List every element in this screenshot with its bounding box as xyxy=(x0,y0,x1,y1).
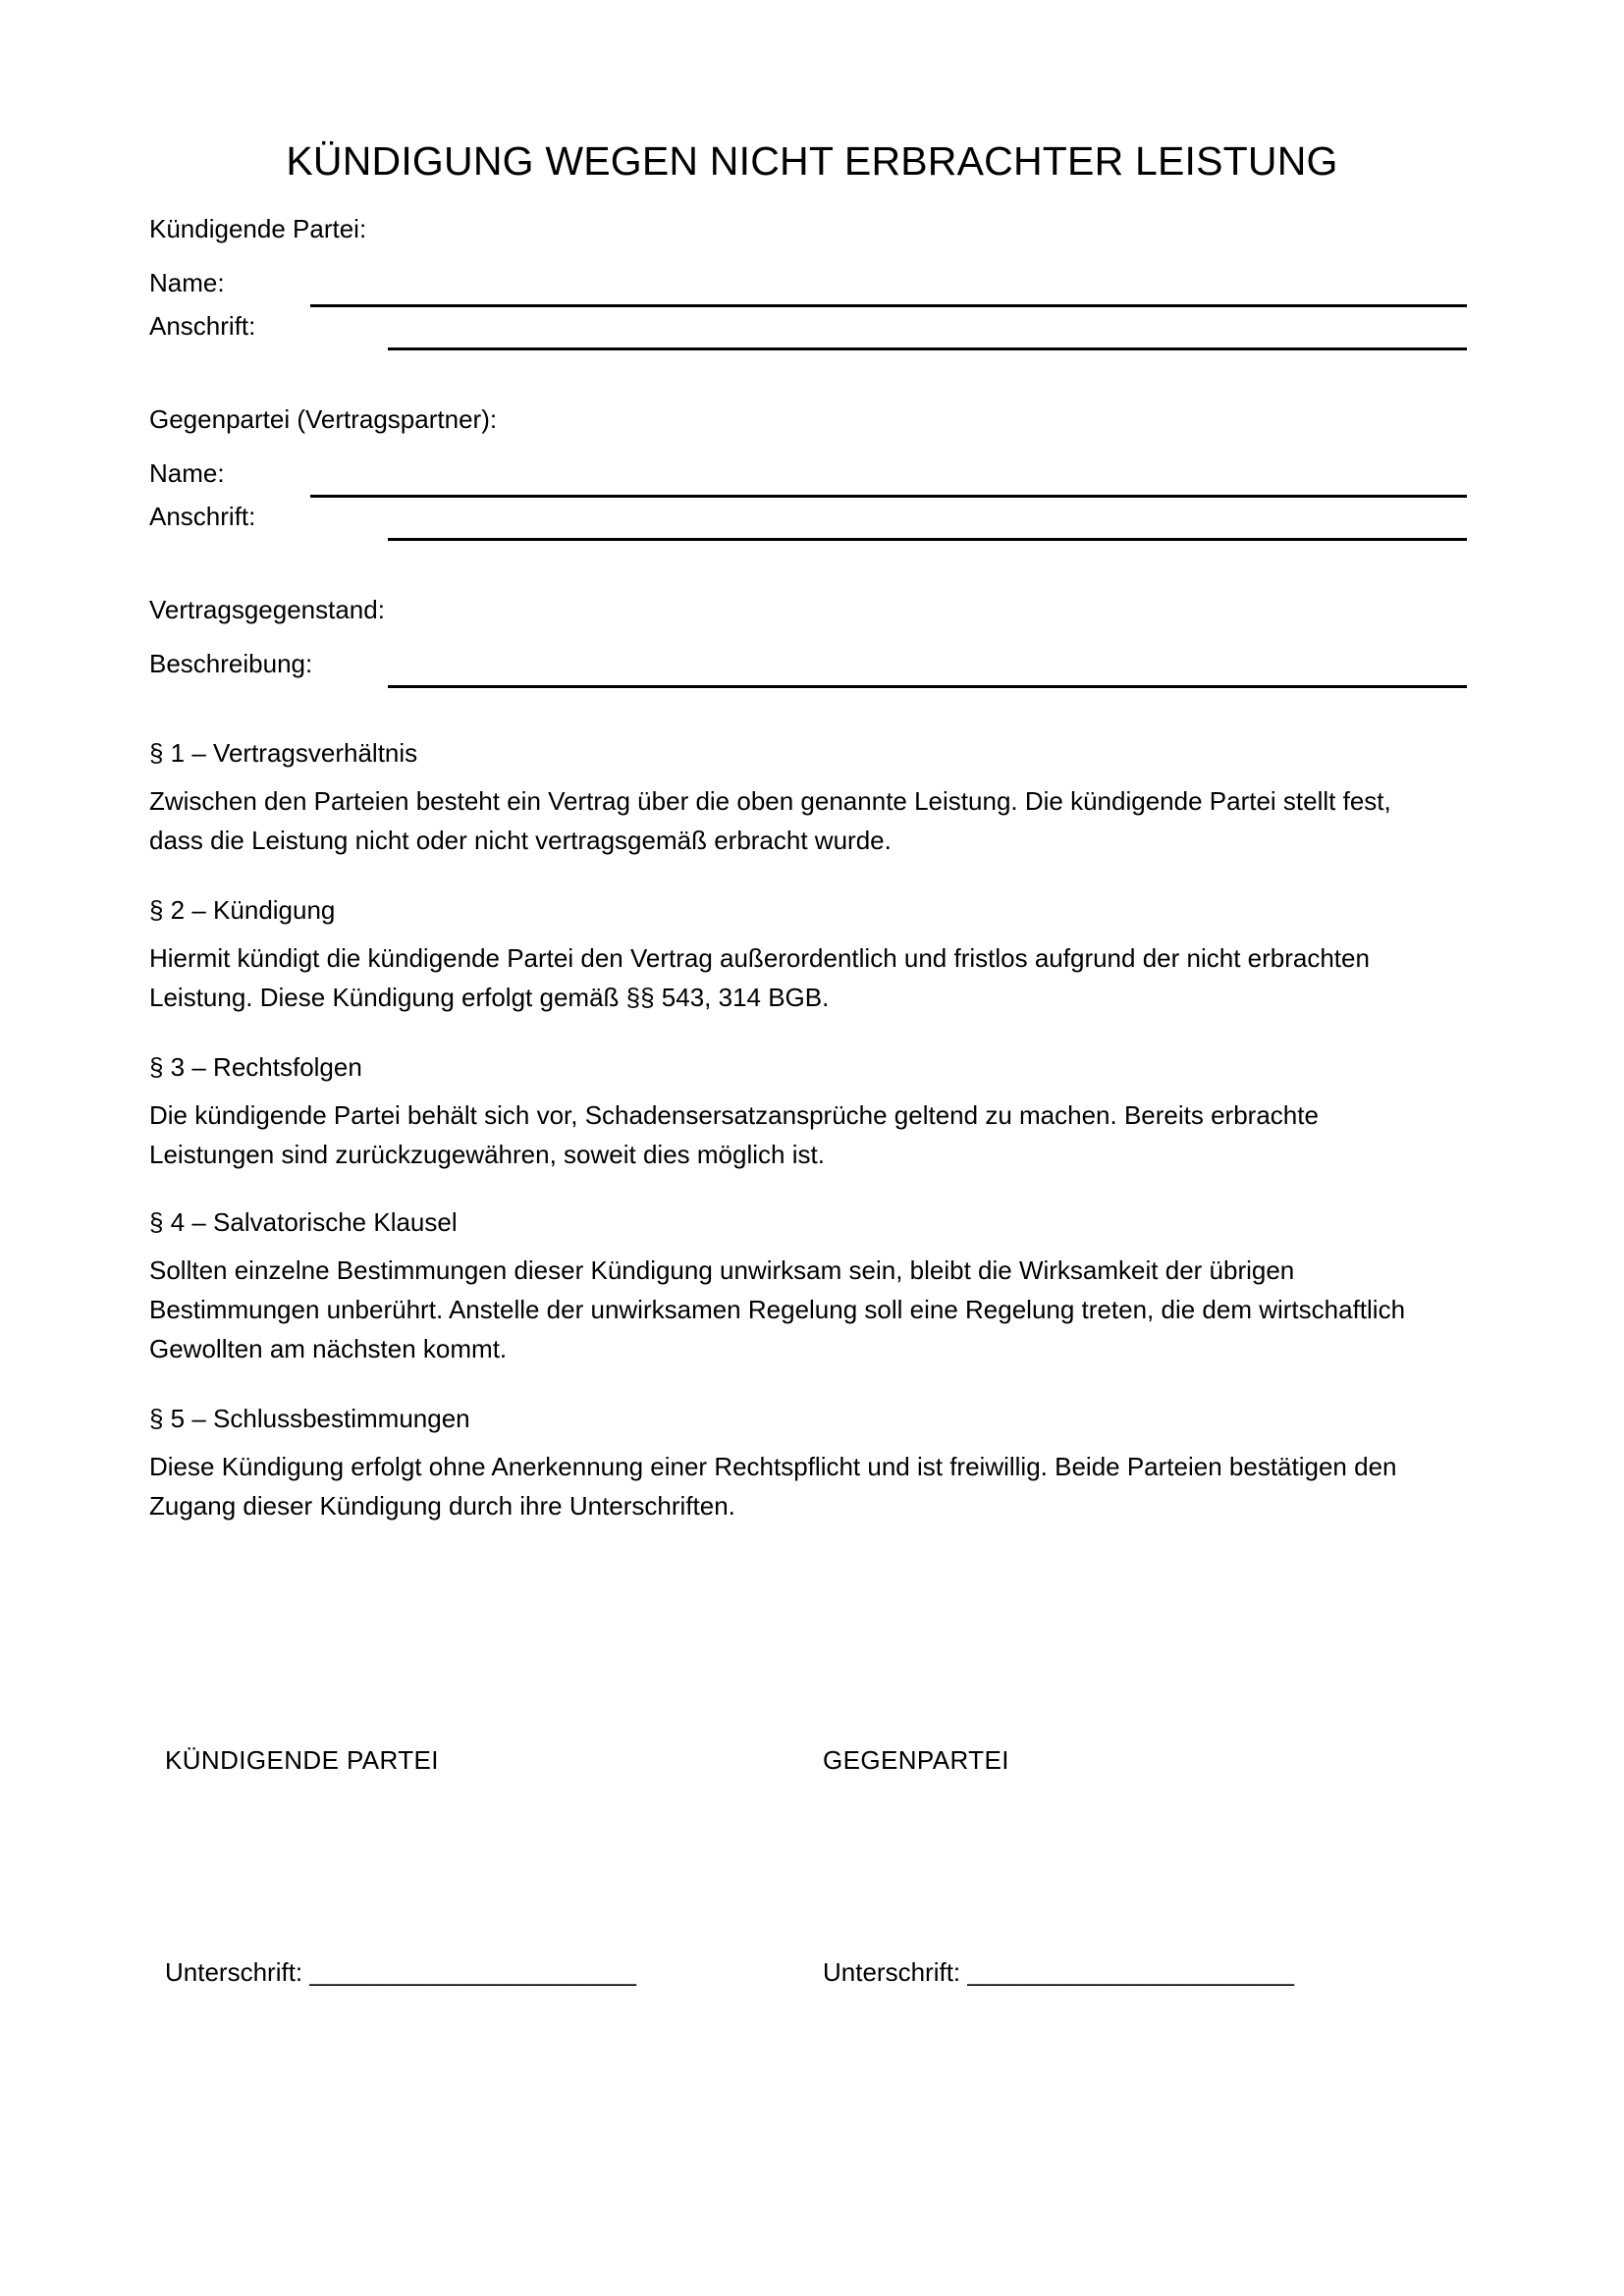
section-4-heading: § 4 – Salvatorische Klausel xyxy=(149,1207,458,1237)
section-5 xyxy=(149,1402,1450,1525)
section-3 xyxy=(149,1050,1450,1174)
section-1-body: Zwischen den Parteien besteht ein Vertrag über die oben genannte Leistung. Die kündigende Partei stellt fest, dass die Leistung nicht oder nicht vertragsgemäß erbracht wurde. xyxy=(149,786,1391,855)
terminating-party-heading: Kündigende Partei: xyxy=(149,214,367,243)
terminating-party-block xyxy=(149,212,1475,353)
signature-right-party-label: GEGENPARTEI xyxy=(823,1745,1009,1775)
section-3-body: Die kündigende Partei behält sich vor, Schadensersatzansprüche geltend zu machen. Bereits erbrachte Leistungen sind zurückzugewähren, soweit dies möglich ist. xyxy=(149,1100,1319,1169)
section-1 xyxy=(149,736,1450,860)
counterparty-address-row xyxy=(149,501,1475,544)
counterparty-address-input[interactable] xyxy=(388,538,1467,541)
counterparty-address-label: Anschrift: xyxy=(149,502,256,531)
terminating-party-name-row xyxy=(149,267,1475,310)
signature-block-left xyxy=(165,1744,439,1776)
contract-subject-heading: Vertragsgegenstand: xyxy=(149,595,385,624)
section-4 xyxy=(149,1205,1450,1368)
section-2-body: Hiermit kündigt die kündigende Partei den Vertrag außerordentlich und fristlos aufgrund der nicht erbrachten Leistung. Diese Kündigung erfolgt gemäß §§ 543, 314 BGB. xyxy=(149,943,1370,1012)
section-4-body: Sollten einzelne Bestimmungen dieser Kündigung unwirksam sein, bleibt die Wirksamkeit der übrigen Bestimmungen unberührt. Anstelle der unwirksamen Regelung soll eine Regelung treten, die dem wirtschaftlich Gewollten am nächsten kommt. xyxy=(149,1255,1406,1363)
terminating-party-name-label: Name: xyxy=(149,268,225,297)
contract-description-label: Beschreibung: xyxy=(149,649,313,678)
counterparty-name-label: Name: xyxy=(149,458,225,488)
contract-description-input[interactable] xyxy=(388,685,1467,688)
counterparty-heading: Gegenpartei (Vertragspartner): xyxy=(149,404,498,434)
counterparty-name-input[interactable] xyxy=(310,495,1467,498)
signature-line-left-row xyxy=(165,1956,636,1988)
counterparty-block xyxy=(149,402,1475,544)
terminating-party-name-input[interactable] xyxy=(310,304,1467,307)
section-3-heading: § 3 – Rechtsfolgen xyxy=(149,1052,362,1082)
signature-line-left[interactable]: Unterschrift: _______________________ xyxy=(165,1957,636,1987)
section-2 xyxy=(149,893,1450,1017)
contract-subject-block xyxy=(149,593,1475,691)
page-title: KÜNDIGUNG WEGEN NICHT ERBRACHTER LEISTUNG xyxy=(286,138,1338,185)
signature-block-right xyxy=(823,1744,1009,1776)
terminating-party-address-row xyxy=(149,310,1475,353)
section-1-heading: § 1 – Vertragsverhältnis xyxy=(149,738,418,768)
counterparty-name-row xyxy=(149,457,1475,501)
terminating-party-address-input[interactable] xyxy=(388,347,1467,350)
section-2-heading: § 2 – Kündigung xyxy=(149,895,336,925)
section-5-heading: § 5 – Schlussbestimmungen xyxy=(149,1404,470,1433)
section-5-body: Diese Kündigung erfolgt ohne Anerkennung einer Rechtspflicht und ist freiwillig. Beide Parteien bestätigen den Zugang dieser Kündigung durch ihre Unterschriften. xyxy=(149,1452,1397,1521)
signature-line-right-row xyxy=(823,1956,1294,1988)
signature-left-party-label: KÜNDIGENDE PARTEI xyxy=(165,1745,439,1775)
contract-description-row xyxy=(149,648,1475,691)
signature-line-right[interactable]: Unterschrift: _______________________ xyxy=(823,1957,1294,1987)
terminating-party-address-label: Anschrift: xyxy=(149,311,256,341)
